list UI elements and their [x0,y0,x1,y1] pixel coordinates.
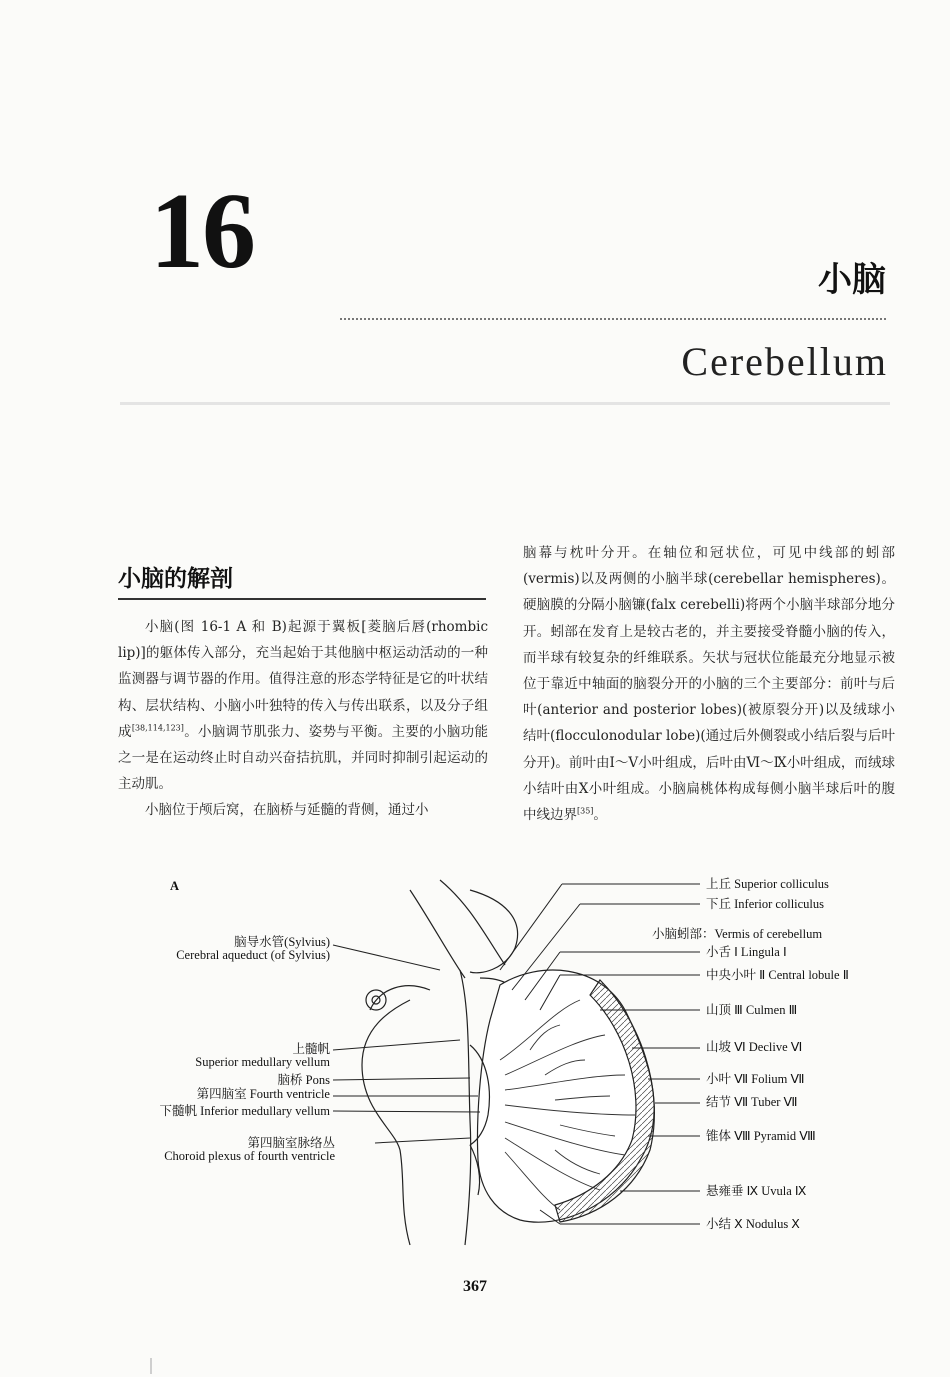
paragraph: 小脑(图 16-1 A 和 B)起源于翼板[菱脑后唇(rhombic lip)]的躯体传入部分，充当起始于其他脑中枢运动活动的一种监测器与调节器的作用。值得注意的形态学特征是它的叶状结构、层状结构、小脑小叶独特的传入与传出联系，以及分子组成[38,114,123]。小脑调节肌张力、姿势与平衡。主要的小脑功能之一是在运动终止时自动兴奋拮抗肌，并同时抑制引起运动的主动肌。 [118,619,489,793]
chapter-title-zh: 小脑 [818,260,886,300]
label-pons: 脑桥 Pons [277,1073,330,1087]
label-superior-colliculus: 上丘 Superior colliculus [706,877,829,891]
label-inferior-medullary-vellum: 下髓帆 Inferior medullary vellum [159,1104,330,1118]
label-declive: 山坡 Ⅵ Declive Ⅵ [706,1040,803,1054]
right-column [523,540,895,828]
page-number: 367 [463,1278,487,1295]
figure-16-1 [0,860,950,1250]
label-superior-medullary-vellum: 上髓帆 Superior medullary vellum [195,1042,330,1069]
citation: [38,114,123] [131,723,184,733]
label-fourth-ventricle: 第四脑室 Fourth ventricle [196,1087,330,1101]
label-uvula: 悬雍垂 Ⅸ Uvula Ⅸ [706,1184,807,1198]
paragraph: 脑幕与枕叶分开。在轴位和冠状位，可见中线部的蚓部(vermis)以及两侧的小脑半球(cerebellar hemispheres)。硬脑膜的分隔小脑镰(falx cerebelli)将两个小脑半球部分地分开。蚓部在发育上是较古老的，并主要接受脊髓小脑的传入，而半球有较复杂的纤维联系。矢状与冠状位能最充分地显示被位于靠近中轴面的脑裂分开的小脑的三个主要部分：前叶与后叶(anterior and posterior lobes)(被原裂分开)以及绒球小结叶(flocculonodular lobe)(通过后外侧裂或小结后裂与后叶分开)。前叶由Ⅰ～Ⅴ小叶组成，后叶由Ⅵ～Ⅸ小叶组成，而绒球小结叶由Ⅹ小叶组成。小脑扁桃体构成每侧小脑半球后叶的腹中线边界[35]。 [523,545,895,824]
label-pyramid: 锥体 Ⅷ Pyramid Ⅷ [706,1129,816,1143]
chapter-number: 16 [150,172,254,291]
label-inferior-colliculus: 下丘 Inferior colliculus [706,897,825,911]
label-lingula: 小舌 Ⅰ Lingula Ⅰ [706,945,787,959]
label-folium: 小叶 Ⅶ Folium Ⅶ [706,1072,805,1086]
title-divider [340,318,886,320]
section-rule [118,598,486,600]
section-title: 小脑的解剖 [118,566,233,592]
citation: [35] [577,806,594,816]
panel-label: A [170,879,180,893]
label-culmen: 山顶 Ⅲ Culmen Ⅲ [706,1003,798,1017]
label-vermis: 小脑蚓部：Vermis of cerebellum [652,927,823,941]
paragraph: 小脑位于颅后窝，在脑桥与延髓的背侧，通过小 [145,802,429,819]
label-cerebral-aqueduct: 脑导水管(Sylvius) Cerebral aqueduct (of Sylvius) [176,935,330,962]
label-choroid-plexus: 第四脑室脉络丛 Choroid plexus of fourth ventricle [164,1136,335,1163]
left-column [118,614,488,824]
label-nodulus: 小结 Ⅹ Nodulus Ⅹ [706,1217,800,1231]
chapter-title-en: Cerebellum [681,339,888,384]
header-divider [120,402,890,405]
label-tuber: 结节 Ⅶ Tuber Ⅶ [706,1095,798,1109]
scan-mark [150,1358,152,1374]
label-central-lobule: 中央小叶 Ⅱ Central lobule Ⅱ [706,968,849,982]
label-leaders [0,860,950,1250]
